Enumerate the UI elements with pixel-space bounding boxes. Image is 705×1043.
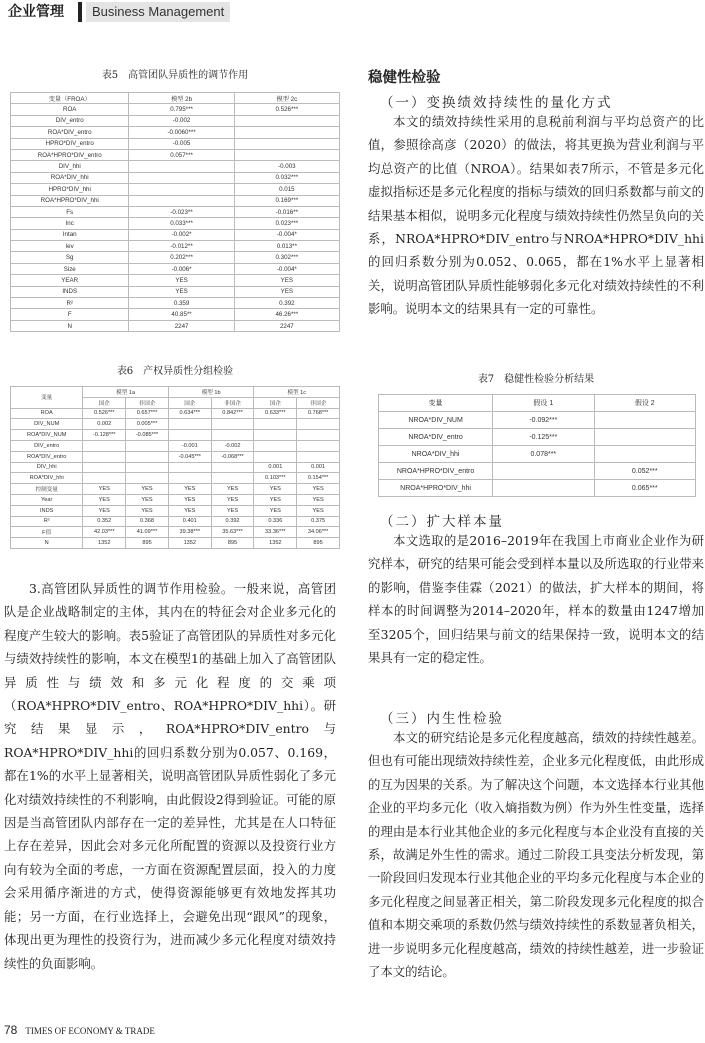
left-paragraph: 3.高管团队异质性的调节作用检验。一般来说，高管团队是企业战略制定的主体，其内在的特征会对企业多元化的程度产生较大的影响。表5验证了高管团队的异质性对多元化与绩效持续性的影响，本文在模型1的基础上加入了高管团队异质性与绩效和多元化程度的交乘项（ROA*HPRO*DIV_entro、ROA*HPRO*DIV_hhi）。研究结果显示，ROA*HPRO*DIV_entro与ROA*HPRO*DIV_hhi的回归系数分别为0.057、0.169，都在1%的水平上显著相关，说明高管团队异质性弱化了多元化对绩效持续性的不利影响，由此假设2得到验证。可能的原因是当高管团队内部存在一定的差异性，尤其是在人口特征上存在差异，因此会对多元化所配置的资源以及投资行业方向有较为全面的考虑，一方面在资源配置层面，投入的力度会采用循序渐进的方式，使得资源能够更有效地发挥其功能；另一方面，在行业选择上，会避免出现“跟风”的现象，体现出更为理性的投资行为，进而减少多元化程度对绩效持续性的负面影响。 (4, 581, 336, 971)
table6-model-header: 模型 1a (83, 387, 169, 398)
table6-cell (168, 430, 211, 441)
table6-cell: DIV_entro (11, 440, 83, 451)
table6-cell: 0.401 (168, 516, 211, 527)
table7-cell (594, 429, 695, 446)
table6-cell: 控制变量 (11, 484, 83, 495)
table6-caption: 表6 产权异质性分组检验 (116, 366, 234, 377)
table6-row (11, 440, 340, 451)
table6-subheader: 国企 (254, 397, 297, 408)
table5-cell: Size (11, 263, 129, 274)
table6-cell: DIV_NUM (11, 419, 83, 430)
table6-cell: YES (254, 505, 297, 516)
table6-cell: 0.368 (126, 516, 169, 527)
table6-cell: 1352 (254, 538, 297, 549)
table6-cell: YES (254, 494, 297, 505)
table6 (10, 386, 340, 549)
table5-cell: 2247 (129, 320, 234, 331)
table6-cell (254, 440, 297, 451)
table6-cell: 1352 (168, 538, 211, 549)
table5-cell: INDS (11, 286, 129, 297)
table6-cell: F值 (11, 527, 83, 538)
table6-row (11, 516, 340, 527)
table5-row (11, 252, 340, 263)
table6-cell: 0.005*** (126, 419, 169, 430)
table5-row (11, 184, 340, 195)
table5-cell: 0.392 (234, 298, 339, 309)
table6-cell: 0.154*** (297, 473, 340, 484)
table5-cell: Sg (11, 252, 129, 263)
table5-cell: -0.012** (129, 241, 234, 252)
table6-cell: 0.526*** (83, 408, 126, 419)
header-divider (78, 2, 82, 22)
table6-cell (254, 430, 297, 441)
table6-row (11, 527, 340, 538)
table6-model-header: 模型 1c (254, 387, 340, 398)
table6-cell: YES (126, 505, 169, 516)
table5-cell: Fs (11, 206, 129, 217)
page-header (0, 0, 705, 24)
table5-row (11, 263, 340, 274)
table6-row (11, 408, 340, 419)
table6-cell: 0.001 (297, 462, 340, 473)
table6-cell: 0.392 (211, 516, 254, 527)
table7-caption: 表7 稳健性检验分析结果 (477, 374, 595, 385)
table6-cell: 895 (211, 538, 254, 549)
table6-var-header: 变量 (11, 387, 83, 409)
table6-cell (168, 419, 211, 430)
table6-cell: 41.09*** (126, 527, 169, 538)
page-footer (4, 1023, 155, 1037)
table5-cell: 2247 (234, 320, 339, 331)
table5-row (11, 149, 340, 160)
table5-row (11, 161, 340, 172)
table6-cell: YES (168, 494, 211, 505)
table7-cell: 0.065*** (594, 480, 695, 497)
table6-row (11, 538, 340, 549)
table6-cell: 0.103*** (254, 473, 297, 484)
table5-cell: YES (234, 275, 339, 286)
table6-cell: ROA*DIV_hhi (11, 473, 83, 484)
table7-cell: -0.092*** (493, 412, 594, 429)
table6-cell: 0.768*** (297, 408, 340, 419)
table6-cell (211, 430, 254, 441)
table6-cell: YES (83, 505, 126, 516)
table5-row (11, 275, 340, 286)
table6-cell (83, 440, 126, 451)
table5-row (11, 127, 340, 138)
table6-cell: 0.633*** (254, 408, 297, 419)
table6-cell (297, 419, 340, 430)
table5-header-cell: 模型 2b (129, 93, 234, 104)
table6-cell: -0.002 (211, 440, 254, 451)
table5-cell: Intan (11, 229, 129, 240)
table7-cell (493, 463, 594, 480)
table6-cell: 33.36*** (254, 527, 297, 538)
table5-cell: ROA (11, 104, 129, 115)
table6-cell (126, 451, 169, 462)
table6-subheader: 非国企 (297, 397, 340, 408)
subheading-2: （二）扩大样本量 (380, 514, 504, 530)
table6-subheader: 非国企 (126, 397, 169, 408)
table5-cell: Inc (11, 218, 129, 229)
table5-cell: 0.526*** (234, 104, 339, 115)
table6-cell (83, 462, 126, 473)
table6-subheader: 国企 (83, 397, 126, 408)
table5-cell: ROA*HPRO*DIV_entro (11, 149, 129, 160)
table7-cell: NROA*DIV_hhi (379, 446, 493, 463)
table6-row (11, 494, 340, 505)
table5-cell: YES (129, 275, 234, 286)
table5-cell: F (11, 309, 129, 320)
table6-row (11, 484, 340, 495)
table6-cell (297, 451, 340, 462)
table6-subheader: 国企 (168, 397, 211, 408)
table7-cell (594, 412, 695, 429)
table6-cell (254, 451, 297, 462)
section-heading: 稳健性检验 (368, 70, 441, 86)
table5-row (11, 115, 340, 126)
table5-row (11, 320, 340, 331)
table6-cell: -0.128*** (83, 430, 126, 441)
table6-cell: YES (297, 505, 340, 516)
subheading-1: （一）变换绩效持续性的量化方式 (380, 95, 613, 111)
table5-header-cell: 模型 2c (234, 93, 339, 104)
table6-cell: YES (168, 505, 211, 516)
table5-cell: ROA*HPRO*DIV_hhi (11, 195, 129, 206)
table6-cell: 42.03*** (83, 527, 126, 538)
table6-cell (211, 473, 254, 484)
table6-cell: 0.336 (254, 516, 297, 527)
table6-cell: YES (211, 484, 254, 495)
table6-cell: -0.001 (168, 440, 211, 451)
table6-cell: 0.352 (83, 516, 126, 527)
table6-cell: 0.002 (83, 419, 126, 430)
table6-row (11, 451, 340, 462)
table5-cell (234, 127, 339, 138)
table5-cell: 0.015 (234, 184, 339, 195)
table5-cell: -0.016** (234, 206, 339, 217)
table6-cell: DIV_hhi (11, 462, 83, 473)
table5-cell: 0.033*** (129, 218, 234, 229)
table5-cell: 0.023*** (234, 218, 339, 229)
paragraph-2: 本文选取的是2016–2019年在我国上市商业企业作为研究样本，研究的结果可能会受到样本量以及所选取的行业带来的影响，借鉴李佳霖（2021）的做法，扩大样本的期间，将样本的时间调整为2014–2020年，样本的数量由1247增加至3205个，回归结果与前文的结果保持一致，说明本文的结果具有一定的稳定性。 (368, 533, 704, 666)
table6-cell: 0.001 (254, 462, 297, 473)
table5-cell: -0.003 (234, 161, 339, 172)
table6-cell: YES (126, 484, 169, 495)
table5-row (11, 309, 340, 320)
table5-row (11, 298, 340, 309)
table7-header-cell: 变量 (379, 395, 493, 412)
table5-caption: 表5 高管团队异质性的调节作用 (101, 70, 249, 81)
table5-cell (234, 149, 339, 160)
table5-cell: 0.359 (129, 298, 234, 309)
table5-cell: YES (234, 286, 339, 297)
table5-row (11, 104, 340, 115)
table6-cell: 0.634*** (168, 408, 211, 419)
table6-cell: YES (126, 494, 169, 505)
table5-cell: YEAR (11, 275, 129, 286)
table5-cell: 0.169*** (234, 195, 339, 206)
table6-cell: -0.045*** (168, 451, 211, 462)
table6-cell: 0.375 (297, 516, 340, 527)
table6-cell: ROA*DIV_NUM (11, 430, 83, 441)
table5-row (11, 218, 340, 229)
table5-row (11, 138, 340, 149)
table6-cell: 0.842*** (211, 408, 254, 419)
table6-cell: 35.63*** (211, 527, 254, 538)
table6-cell: -0.068*** (211, 451, 254, 462)
table6-cell: 0.657*** (126, 408, 169, 419)
table5-cell: 0.013** (234, 241, 339, 252)
table5-cell (234, 115, 339, 126)
table7-cell: NROA*HPRO*DIV_entro (379, 463, 493, 480)
table6-cell (83, 473, 126, 484)
table6-cell (254, 419, 297, 430)
table6-cell: -0.085*** (126, 430, 169, 441)
table7-row (379, 412, 696, 429)
table6-cell: 1352 (83, 538, 126, 549)
table6-cell: 895 (126, 538, 169, 549)
table7-cell: 0.078*** (493, 446, 594, 463)
table6-cell: INDS (11, 505, 83, 516)
table6-cell: ROA*DIV_entro (11, 451, 83, 462)
table5-cell: 40.85** (129, 309, 234, 320)
table7-header-cell: 假设 2 (594, 395, 695, 412)
table6-model-row (11, 387, 340, 398)
table5-cell (129, 172, 234, 183)
table6-cell (126, 473, 169, 484)
table7-header-cell: 假设 1 (493, 395, 594, 412)
table6-cell: N (11, 538, 83, 549)
table7 (378, 394, 696, 497)
table6-cell: YES (297, 494, 340, 505)
subheading-3: （三）内生性检验 (380, 711, 504, 727)
table5-cell: N (11, 320, 129, 331)
table6-cell (168, 473, 211, 484)
table6-cell: Year (11, 494, 83, 505)
table5-cell: -0.005 (129, 138, 234, 149)
table7-cell: NROA*HPRO*DIV_hhi (379, 480, 493, 497)
table6-cell: YES (83, 484, 126, 495)
table6-cell (126, 462, 169, 473)
table5-cell (129, 195, 234, 206)
table5-cell: 0.202*** (129, 252, 234, 263)
table6-cell: YES (254, 484, 297, 495)
table6-row (11, 430, 340, 441)
table5-cell: -0.002* (129, 229, 234, 240)
table5-header-cell: 变量（FROA） (11, 93, 129, 104)
table7-row (379, 446, 696, 463)
page-number: 78 (4, 1023, 18, 1037)
table6-cell: 895 (297, 538, 340, 549)
table7-row (379, 480, 696, 497)
table5-row (11, 172, 340, 183)
table6-cell (297, 440, 340, 451)
table5-row (11, 195, 340, 206)
table5-cell: 0.057*** (129, 149, 234, 160)
table5-row (11, 206, 340, 217)
table5-cell: DIV_entro (11, 115, 129, 126)
table6-subheader: 非国企 (211, 397, 254, 408)
table6-cell: R² (11, 516, 83, 527)
table5-cell (129, 161, 234, 172)
table5-cell: 0.795*** (129, 104, 234, 115)
table6-cell: 34.06*** (297, 527, 340, 538)
section-title-en: Business Management (86, 2, 230, 22)
table6-row (11, 473, 340, 484)
journal-name: TIMES OF ECONOMY & TRADE (25, 1026, 155, 1036)
table5-row (11, 241, 340, 252)
table5-row (11, 286, 340, 297)
paragraph-1: 本文的绩效持续性采用的息税前利润与平均总资产的比值，参照徐高彦（2020）的做法，将其更换为营业利润与平均总资产的比值（NROA）。结果如表7所示，不管是多元化虚拟指标还是多元化程度的指标与绩效的回归系数都与前文的结果基本相似，说明多元化程度与绩效持续性仍然呈负向的关系，NROA*HPRO*DIV_entro与NROA*HPRO*DIV_hhi的回归系数分别为0.052、0.065，都在1%水平上显著相关，说明高管团队异质性能够弱化多元化对绩效持续性的不利影响。说明本文的结果具有一定的可靠性。 (368, 114, 704, 317)
table6-cell: YES (297, 484, 340, 495)
table6-cell (211, 419, 254, 430)
section-title: 企业管理 (0, 0, 72, 24)
table5-cell: YES (129, 286, 234, 297)
table5-cell: lev (11, 241, 129, 252)
table6-model-header: 模型 1b (168, 387, 254, 398)
table6-cell (83, 451, 126, 462)
table6-row (11, 419, 340, 430)
table7-row (379, 429, 696, 446)
table7-row (379, 463, 696, 480)
table5-cell: 0.032*** (234, 172, 339, 183)
table5-cell: HPRO*DIV_entro (11, 138, 129, 149)
table5-row (11, 229, 340, 240)
table5-cell: ROA*DIV_hhi (11, 172, 129, 183)
table6-cell (297, 430, 340, 441)
table5-cell: -0.002 (129, 115, 234, 126)
table6-cell: 39.38*** (168, 527, 211, 538)
table5-cell: -0.004* (234, 263, 339, 274)
table6-row (11, 505, 340, 516)
table7-cell: NROA*DIV_NUM (379, 412, 493, 429)
table5-cell: ROA*DIV_entro (11, 127, 129, 138)
table7-cell: 0.052*** (594, 463, 695, 480)
table5-cell: -0.006* (129, 263, 234, 274)
table7-cell: -0.125*** (493, 429, 594, 446)
table6-cell: ROA (11, 408, 83, 419)
table5-cell (129, 184, 234, 195)
table5-cell: -0.004* (234, 229, 339, 240)
table7-cell: NROA*DIV_entro (379, 429, 493, 446)
table6-cell: YES (168, 484, 211, 495)
table5-header-row (11, 93, 340, 104)
table6-row (11, 462, 340, 473)
table5-cell: HPRO*DIV_hhi (11, 184, 129, 195)
table5-cell: R² (11, 298, 129, 309)
table7-header-row (379, 395, 696, 412)
table7-cell (493, 480, 594, 497)
table6-cell: YES (211, 505, 254, 516)
table5-cell: DIV_hhi (11, 161, 129, 172)
table6-cell (126, 440, 169, 451)
table5-cell: 46.26*** (234, 309, 339, 320)
table5-cell: -0.0060*** (129, 127, 234, 138)
table5-cell: -0.023** (129, 206, 234, 217)
table5 (10, 92, 340, 332)
paragraph-3: 本文的研究结论是多元化程度越高，绩效的持续性越差。但也有可能出现绩效持续性差，企业多元化程度低，由此形成的互为因果的关系。为了解决这个问题，本文选择本行业其他企业的平均多元化（收入熵指数为例）作为外生性变量，选择的理由是本行业其他企业的多元化程度与本企业没有直接的关系，故满足外生性的需求。通过二阶段工具变法分析发现，第一阶段回归发现本行业其他企业的平均多元化程度与本企业的多元化程度之间显著正相关，第二阶段发现多元化程度的拟合值和本期交乘项的系数仍然与绩效持续性的系数显著负相关，进一步说明多元化程度越高，绩效的持续性越差，进一步验证了本文的结论。 (368, 730, 704, 980)
table6-cell: YES (211, 494, 254, 505)
table6-cell (211, 462, 254, 473)
table5-cell (234, 138, 339, 149)
table6-cell: YES (83, 494, 126, 505)
table6-cell (168, 462, 211, 473)
table5-cell: 0.302*** (234, 252, 339, 263)
table7-cell (594, 446, 695, 463)
